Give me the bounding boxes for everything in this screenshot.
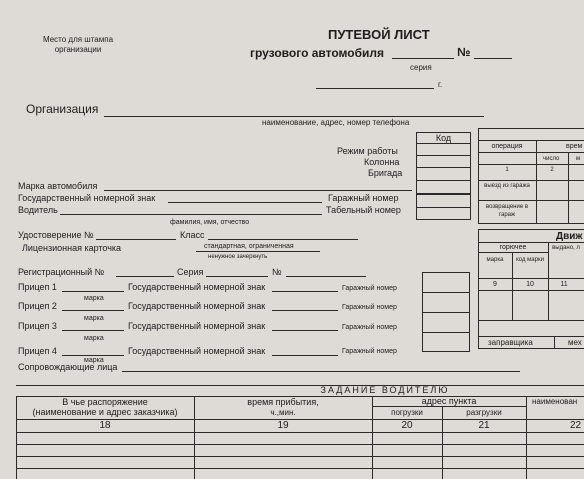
number-sign: № xyxy=(457,45,471,59)
license-label: Удостоверение № xyxy=(18,230,94,240)
number-line xyxy=(474,58,512,59)
org-label: Организация xyxy=(26,102,99,116)
stamp-label: Место для штампа xyxy=(42,35,114,44)
fuel-col-10: 10 xyxy=(526,281,534,288)
garage-no-label: Гаражный номер xyxy=(328,193,399,203)
fuel-col-9: 9 xyxy=(493,281,497,288)
fuel-header: Движ xyxy=(556,231,583,242)
fuel-code-label: код марки xyxy=(516,257,544,263)
refueler-label: заправщика xyxy=(488,338,533,347)
reg-series-label: Серия xyxy=(177,267,204,277)
trailer-1-brand-hint: марка xyxy=(84,295,104,302)
ops-operation-header: операция xyxy=(491,143,523,150)
series-line xyxy=(392,58,454,59)
brand-label: Марка автомобиля xyxy=(18,181,98,191)
ops-col-1: 1 xyxy=(505,167,509,173)
trailer-4-garage-label: Гаражный номер xyxy=(342,348,397,355)
trailer-3-garage-label: Гаражный номер xyxy=(342,324,397,331)
card-hint-2: ненужное зачеркнуть xyxy=(208,254,268,260)
ops-col-2: 2 xyxy=(550,167,554,173)
trailer-2-brand-hint: марка xyxy=(84,315,104,322)
escort-label: Сопровождающие лица xyxy=(18,362,118,372)
trailer-1-plate-label: Государственный номерной знак xyxy=(128,282,266,292)
column-label: Колонна xyxy=(364,157,400,167)
trailer-2-label: Прицеп 2 xyxy=(18,301,57,311)
trailer-3-label: Прицеп 3 xyxy=(18,321,57,331)
task-loading-header: погрузки xyxy=(391,408,423,417)
task-unloading-header: разгрузки xyxy=(466,408,502,417)
brigade-label: Бригада xyxy=(368,168,403,178)
trailer-1-label: Прицеп 1 xyxy=(18,282,57,292)
fuel-col-11: 11 xyxy=(560,281,568,288)
fuel-issued-label: выдано, л xyxy=(552,245,580,251)
task-customer-header: В чье распоряжение xyxy=(62,397,148,407)
ops-time-header: врем xyxy=(566,143,583,150)
page-subtitle: грузового автомобиля xyxy=(250,46,384,60)
card-hint-1: стандартная, ограниченная xyxy=(204,243,294,250)
plate-label: Государственный номерной знак xyxy=(18,193,156,203)
ops-return-label: возвращение в гараж xyxy=(485,204,529,218)
series-label: серия xyxy=(410,63,432,72)
task-col-20: 20 xyxy=(401,420,413,431)
task-col-19: 19 xyxy=(277,420,289,431)
license-card-label: Лицензионная карточка xyxy=(22,243,122,253)
trailer-4-label: Прицеп 4 xyxy=(18,346,57,356)
task-customer-sub: (наименование и адрес заказчика) xyxy=(32,407,178,417)
ops-month-header: м xyxy=(576,156,581,162)
mech-label: мех xyxy=(568,338,582,347)
task-address-header: адрес пункта xyxy=(421,396,477,406)
tab-no-label: Табельный номер xyxy=(326,205,401,215)
driver-label: Водитель xyxy=(18,205,58,215)
task-arrival-header: время прибытия, xyxy=(247,397,319,407)
trailer-2-garage-label: Гаражный номер xyxy=(342,304,397,311)
org-hint: наименование, адрес, номер телефона xyxy=(262,118,410,127)
trailer-2-plate-label: Государственный номерной знак xyxy=(128,301,266,311)
trailer-4-plate-label: Государственный номерной знак xyxy=(128,346,266,356)
reg-number-sign: № xyxy=(272,267,282,277)
task-col-18: 18 xyxy=(99,420,111,431)
fio-hint: фамилия, имя, отчество xyxy=(170,219,250,226)
stamp-label-org: организации xyxy=(54,45,102,54)
trailer-3-brand-hint: марка xyxy=(84,335,104,342)
task-title: ЗАДАНИЕ ВОДИТЕЛЮ xyxy=(320,385,450,395)
page-title: ПУТЕВОЙ ЛИСТ xyxy=(328,27,430,42)
task-col-22: 22 xyxy=(570,420,582,431)
year-suffix: г. xyxy=(438,80,443,89)
code-header: Код xyxy=(435,133,452,143)
class-label: Класс xyxy=(180,230,205,240)
trailer-3-plate-label: Государственный номерной знак xyxy=(128,321,266,331)
fuel-label: горючее xyxy=(499,244,527,251)
org-line xyxy=(104,116,484,117)
ops-exit-label: выезд из гаража xyxy=(484,183,530,189)
task-col-21: 21 xyxy=(478,420,490,431)
trailer-1-garage-label: Гаражный номер xyxy=(342,285,397,292)
task-name-header: наименован xyxy=(532,397,578,406)
reg-no-label: Регистрационный № xyxy=(18,267,105,277)
trailer-4-brand-hint: марка xyxy=(84,357,104,364)
mode-label: Режим работы xyxy=(337,146,398,156)
task-arrival-sub: ч.,мин. xyxy=(270,408,296,417)
fuel-brand-label: марка xyxy=(486,257,504,263)
date-line xyxy=(316,88,434,89)
ops-day-header: число xyxy=(543,156,560,162)
